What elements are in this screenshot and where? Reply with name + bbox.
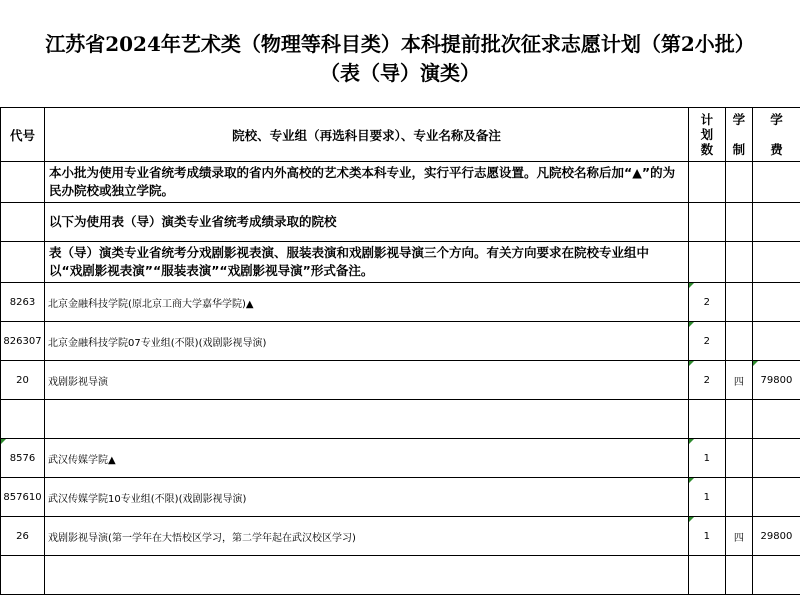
row-plan: 1 (688, 517, 725, 556)
header-code: 代号 (1, 108, 45, 162)
row-name: 戏剧影视导演(第一学年在大悟校区学习，第二学年起在武汉校区学习) (45, 517, 689, 556)
row-plan (688, 400, 725, 439)
row-plan: 2 (688, 283, 725, 322)
row-fee (752, 283, 800, 322)
document-title-line2: （表（导）演类） (320, 61, 480, 85)
row-fee (752, 556, 800, 595)
header-plan (688, 108, 725, 162)
row-name (45, 400, 689, 439)
note-text: 以下为使用表（导）演类专业省统考成绩录取的院校 (45, 203, 689, 242)
table-row (1, 439, 800, 478)
row-fee (752, 439, 800, 478)
row-code (1, 400, 45, 439)
row-plan: 1 (688, 439, 725, 478)
row-system (725, 400, 752, 439)
table-header-row (1, 108, 800, 162)
row-name (45, 556, 689, 595)
row-system (725, 322, 752, 361)
row-system (725, 439, 752, 478)
row-name: 北京金融科技学院(原北京工商大学嘉华学院)▲ (45, 283, 689, 322)
row-code: 26 (1, 517, 45, 556)
table-row (1, 283, 800, 322)
row-fee (752, 478, 800, 517)
row-system: 四 (725, 517, 752, 556)
plan-table (0, 107, 800, 595)
header-plan-char: 数 (700, 142, 714, 157)
row-name: 武汉传媒学院10专业组(不限)(戏剧影视导演) (45, 478, 689, 517)
row-fee (752, 322, 800, 361)
row-fee (752, 400, 800, 439)
row-code: 8263 (1, 283, 45, 322)
header-fee (752, 108, 800, 162)
header-system (725, 108, 752, 162)
row-plan: 1 (688, 478, 725, 517)
note-text: 本小批为使用专业省统考成绩录取的省内外高校的艺术类本科专业，实行平行志愿设置。凡院校名称后加“▲”的为民办院校或独立学院。 (45, 162, 689, 203)
row-plan: 2 (688, 322, 725, 361)
row-code: 857610 (1, 478, 45, 517)
row-code: 826307 (1, 322, 45, 361)
header-system-char: 制 (732, 142, 746, 157)
row-system (725, 283, 752, 322)
row-system (725, 556, 752, 595)
row-name: 北京金融科技学院07专业组(不限)(戏剧影视导演) (45, 322, 689, 361)
header-plan-char: 计 (700, 112, 714, 127)
note-text: 表（导）演类专业省统考分戏剧影视表演、服装表演和戏剧影视导演三个方向。有关方向要求在院校专业组中以“戏剧影视表演”“服装表演”“戏剧影视导演”形式备注。 (45, 242, 689, 283)
header-plan-char: 划 (700, 127, 714, 142)
row-name: 武汉传媒学院▲ (45, 439, 689, 478)
header-fee-char: 费 (770, 142, 783, 157)
row-system: 四 (725, 361, 752, 400)
table-row (1, 517, 800, 556)
row-fee: 79800 (752, 361, 800, 400)
header-name: 院校、专业组（再选科目要求）、专业名称及备注 (45, 108, 689, 162)
row-plan: 2 (688, 361, 725, 400)
row-plan (688, 556, 725, 595)
row-code (1, 556, 45, 595)
table-row (1, 361, 800, 400)
row-fee: 29800 (752, 517, 800, 556)
header-fee-char: 学 (770, 112, 783, 127)
table-row (1, 400, 800, 439)
note-row (1, 242, 800, 283)
row-system (725, 478, 752, 517)
table-row (1, 556, 800, 595)
note-row (1, 162, 800, 203)
row-name: 戏剧影视导演 (45, 361, 689, 400)
table-row (1, 322, 800, 361)
document-title-line1: 江苏省2024年艺术类（物理等科目类）本科提前批次征求志愿计划（第2小批） (45, 32, 755, 56)
row-code: 8576 (1, 439, 45, 478)
table-row (1, 478, 800, 517)
note-row (1, 203, 800, 242)
row-code: 20 (1, 361, 45, 400)
header-system-char: 学 (732, 112, 746, 127)
